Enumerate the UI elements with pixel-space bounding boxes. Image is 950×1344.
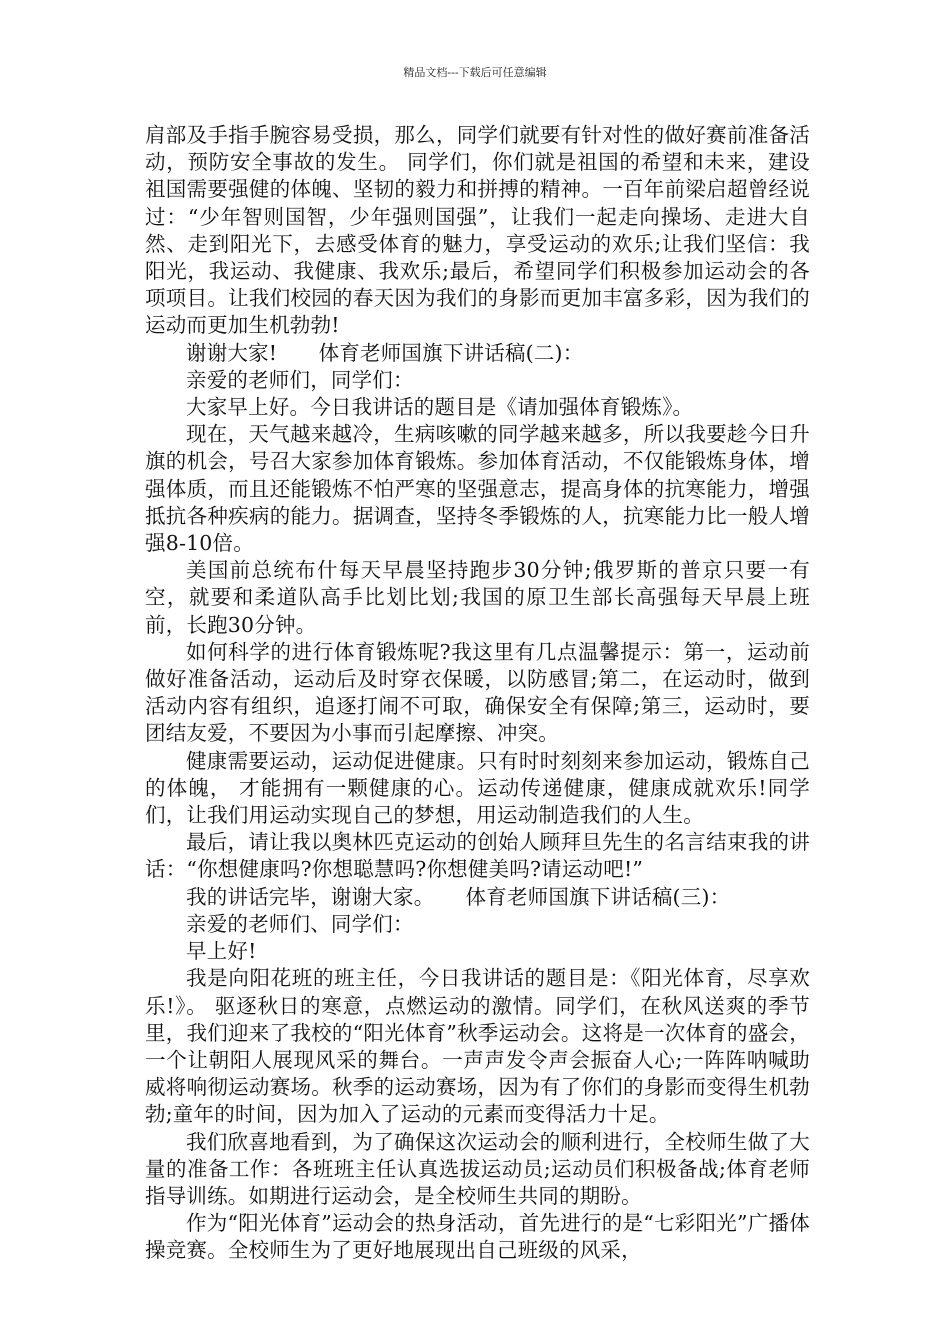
- paragraph-10: 我的讲话完毕，谢谢大家。 体育老师国旗下讲话稿(三)：: [186, 884, 731, 909]
- paragraph-14: 我们欣喜地看到，为了确保这次运动会的顺利进行，全校师生做了大量的准备工作：各班班主任认真选拔运动员;运动员们积极备战;体育老师指导训练。如期进行运动会，是全校师生共同的期盼。: [145, 1129, 810, 1208]
- paragraph-3: 亲爱的老师们，同学们：: [186, 367, 414, 392]
- document-body: [145, 122, 810, 1265]
- paragraph-15: 作为“阳光体育”运动会的热身活动，首先进行的是“七彩阳光”广播体操竞赛。全校师生为了更好地展现出自己班级的风采，: [145, 1211, 810, 1263]
- paragraph-13: 我是向阳花班的班主任，今日我讲话的题目是：《阳光体育，尽享欢乐!》。 驱逐秋日的寒意，点燃运动的激情。同学们，在秋风送爽的季节里，我们迎来了我校的“阳光体育”秋季运动会。这将是一次体育的盛会，一个让朝阳人展现风采的舞台。一声声发令声会振奋人心;一阵阵呐喊助威将响彻运动赛场。秋季的运动赛场，因为有了你们的身影而变得生机勃勃;童年的时间，因为加入了运动的元素而变得活力十足。: [145, 966, 810, 1127]
- paragraph-9: 最后，请让我以奥林匹克运动的创始人顾拜旦先生的名言结束我的讲话：“你想健康吗?你想聪慧吗?你想健美吗?请运动吧!”: [145, 830, 810, 882]
- paragraph-5: 现在，天气越来越冷，生病咳嗽的同学越来越多，所以我要趁今日升旗的机会，号召大家参加体育锻炼。参加体育活动，不仅能锻炼身体，增强体质，而且还能锻炼不怕严寒的坚强意志，提高身体的抗寒能力，增强抵抗各种疾病的能力。据调查，坚持冬季锻炼的人，抗寒能力比一般人增强8-10倍。: [145, 422, 810, 556]
- paragraph-1: 肩部及手指手腕容易受损，那么，同学们就要有针对性的做好赛前准备活动，预防安全事故的发生。 同学们，你们就是祖国的希望和未来，建设祖国需要强健的体魄、坚韧的毅力和拼搏的精神。一百年前梁启超曾经说过：“少年智则国智，少年强则国强”，让我们一起走向操场、走进大自然、走到阳光下，去感受体育的魅力，享受运动的欢乐;让我们坚信：我阳光，我运动、我健康、我欢乐;最后，希望同学们积极参加运动会的各项项目。让我们校园的春天因为我们的身影而更加丰富多彩，因为我们的运动而更加生机勃勃!: [145, 123, 810, 338]
- paragraph-6: 美国前总统布什每天早晨坚持跑步30分钟;俄罗斯的普京只要一有空，就要和柔道队高手比划比划;我国的原卫生部长高强每天早晨上班前，长跑30分钟。: [145, 558, 810, 637]
- paragraph-12: 早上好!: [186, 939, 257, 964]
- paragraph-8: 健康需要运动，运动促进健康。只有时时刻刻来参加运动，锻炼自己的体魄， 才能拥有一颗健康的心。运动传递健康，健康成就欢乐!同学们，让我们用运动实现自己的梦想，用运动制造我们的人生。: [145, 748, 810, 828]
- page-header: 精品文档---下载后可任意编辑: [403, 66, 547, 79]
- paragraph-4: 大家早上好。今日我讲话的题目是《请加强体育锻炼》。: [186, 395, 694, 420]
- paragraph-11: 亲爱的老师们、同学们：: [186, 911, 414, 936]
- paragraph-7: 如何科学的进行体育锻炼呢?我这里有几点温馨提示：第一，运动前做好准备活动，运动后及时穿衣保暖，以防感冒;第二，在运动时，做到活动内容有组织，追逐打闹不可取，确保安全有保障;第三，运动时，要团结友爱，不要因为小事而引起摩擦、冲突。: [145, 639, 810, 746]
- paragraph-2: 谢谢大家! 体育老师国旗下讲话稿(二)：: [186, 340, 584, 365]
